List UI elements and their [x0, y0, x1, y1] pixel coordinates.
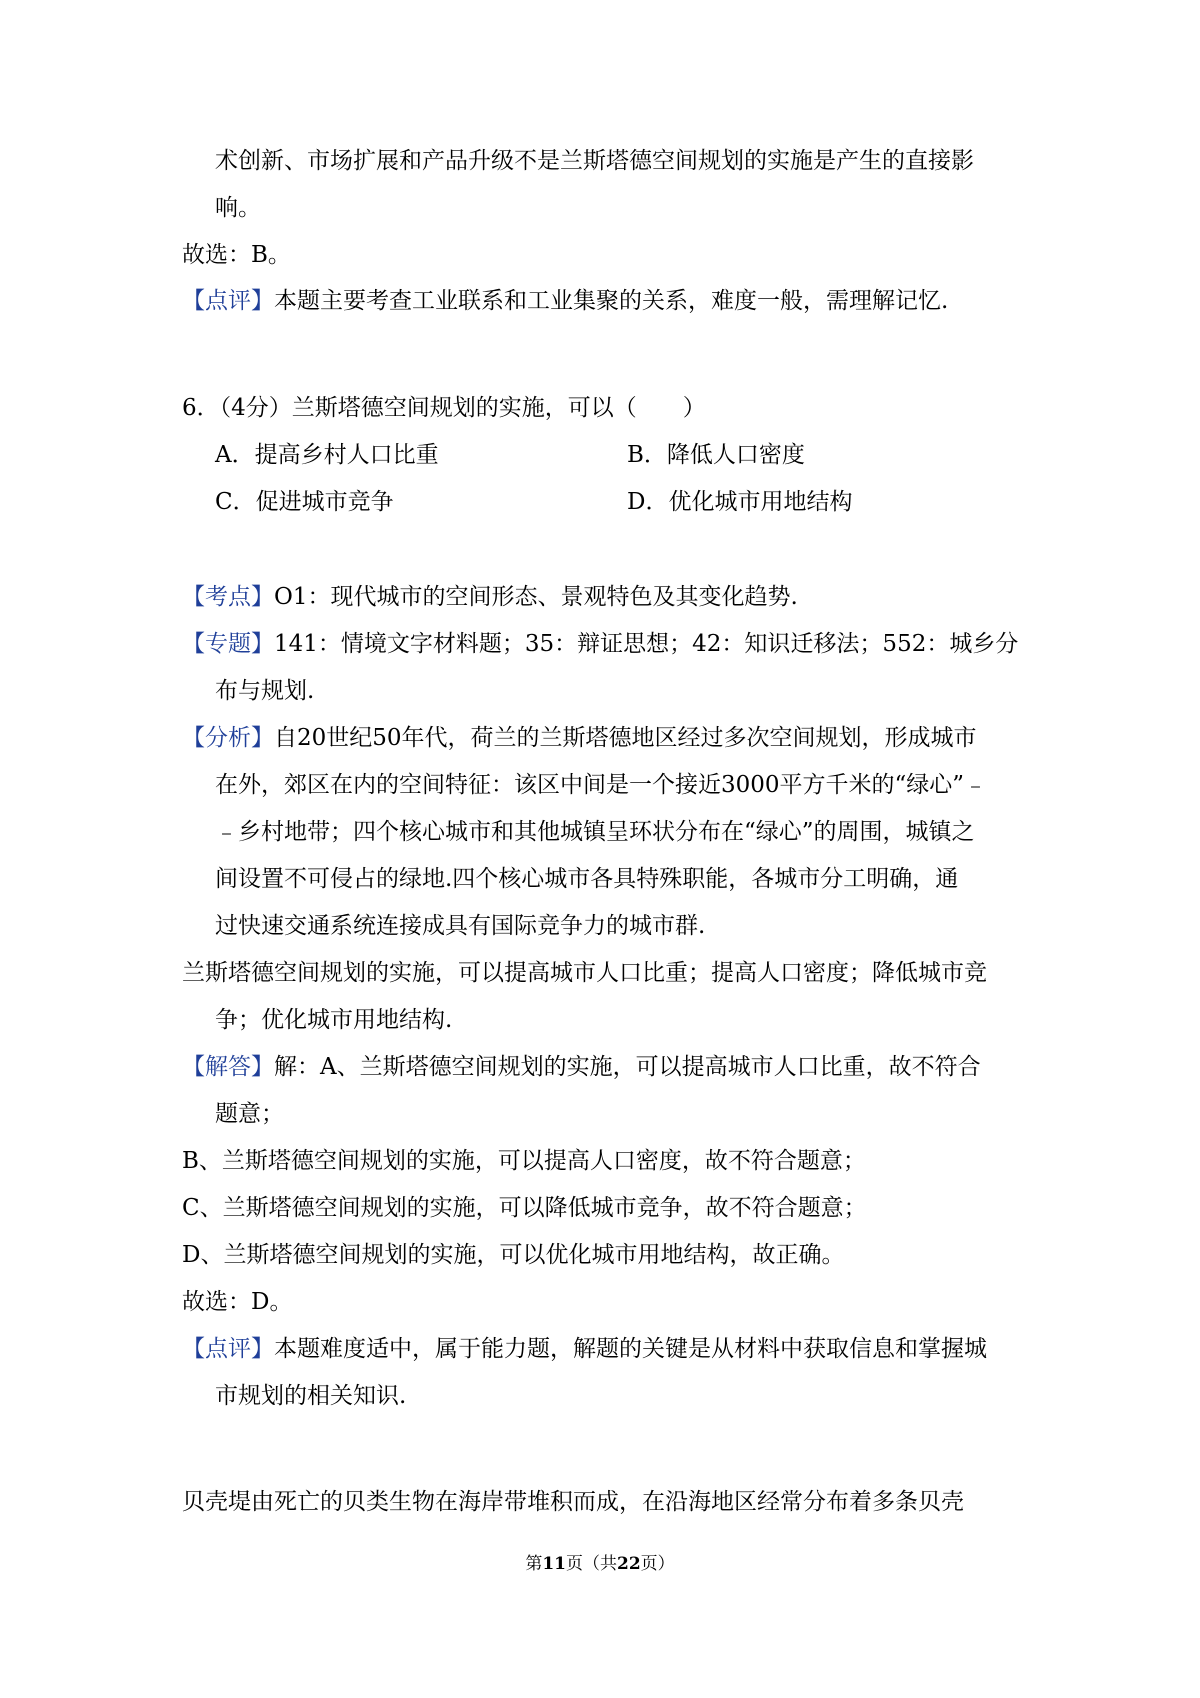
dianping-cont: 市规划的相关知识. [215, 1383, 407, 1409]
next-intro: 贝壳堤由死亡的贝类生物在海岸带堆积而成，在沿海地区经常分布着多条贝壳 [182, 1489, 964, 1515]
prev-analysis-line: 响。 [215, 195, 261, 221]
prev-analysis-line: 术创新、市场扩展和产品升级不是兰斯塔德空间规划的实施是产生的直接影 [215, 148, 974, 174]
zhuanti-tag: 【专题】 [182, 631, 274, 657]
answer: 故选：D。 [182, 1289, 293, 1315]
fenxi [182, 723, 977, 753]
zhuanti-cont: 布与规划. [215, 678, 315, 704]
footer-post: 页） [640, 1554, 675, 1574]
dianping [182, 1334, 987, 1364]
zhuanti-text: 141：情境文字材料题；35：辩证思想；42：知识迁移法；552：城乡分 [274, 631, 1019, 657]
option-c: C．促进城市竞争 [215, 489, 394, 515]
jieda-d: D、兰斯塔德空间规划的实施，可以优化城市用地结构，故正确。 [182, 1242, 845, 1268]
jieda-b: B、兰斯塔德空间规划的实施，可以提高人口密度，故不符合题意； [182, 1148, 866, 1174]
option-d: D．优化城市用地结构 [627, 489, 853, 515]
option-b: B．降低人口密度 [627, 442, 805, 468]
fenxi-summary: 兰斯塔德空间规划的实施，可以提高城市人口比重；提高人口密度；降低城市竞 [182, 960, 987, 986]
page-total: 22 [617, 1554, 641, 1574]
footer-pre: 第 [525, 1554, 543, 1574]
question-stem: 6．（4分）兰斯塔德空间规划的实施，可以（ ） [182, 395, 706, 421]
comment-text: 本题主要考查工业联系和工业集聚的关系，难度一般，需理解记忆. [274, 288, 949, 314]
fenxi-tag: 【分析】 [182, 725, 274, 751]
zhuanti [182, 629, 1018, 659]
fenxi-cont: 间设置不可侵占的绿地.四个核心城市各具特殊职能，各城市分工明确，通 [215, 866, 959, 892]
prev-answer: 故选：B。 [182, 242, 291, 268]
fenxi-cont: ﹣乡村地带；四个核心城市和其他城镇呈环状分布在“绿心”的周围，城镇之 [215, 819, 975, 845]
jieda [182, 1052, 981, 1082]
option-a: A．提高乡村人口比重 [215, 442, 439, 468]
kaodian-tag: 【考点】 [182, 584, 274, 610]
fenxi-summary-cont: 争；优化城市用地结构. [215, 1007, 453, 1033]
kaodian-text: O1：现代城市的空间形态、景观特色及其变化趋势. [274, 584, 798, 610]
page-footer [0, 1553, 1200, 1575]
page-number: 11 [542, 1554, 566, 1574]
jieda-tag: 【解答】 [182, 1054, 274, 1080]
footer-mid: 页（共 [566, 1554, 617, 1574]
jieda-text: 解：A、兰斯塔德空间规划的实施，可以提高城市人口比重，故不符合 [274, 1054, 981, 1080]
dianping-tag: 【点评】 [182, 1336, 274, 1362]
fenxi-cont: 过快速交通系统连接成具有国际竞争力的城市群. [215, 913, 706, 939]
prev-comment [182, 286, 948, 316]
kaodian [182, 582, 798, 612]
dianping-text: 本题难度适中，属于能力题，解题的关键是从材料中获取信息和掌握城 [274, 1336, 987, 1362]
fenxi-text: 自20世纪50年代，荷兰的兰斯塔德地区经过多次空间规划，形成城市 [274, 725, 977, 751]
jieda-cont: 题意； [215, 1101, 284, 1127]
jieda-c: C、兰斯塔德空间规划的实施，可以降低城市竞争，故不符合题意； [182, 1195, 867, 1221]
fenxi-cont: 在外，郊区在内的空间特征：该区中间是一个接近3000平方千米的“绿心”﹣ [215, 772, 988, 798]
comment-tag: 【点评】 [182, 288, 274, 314]
